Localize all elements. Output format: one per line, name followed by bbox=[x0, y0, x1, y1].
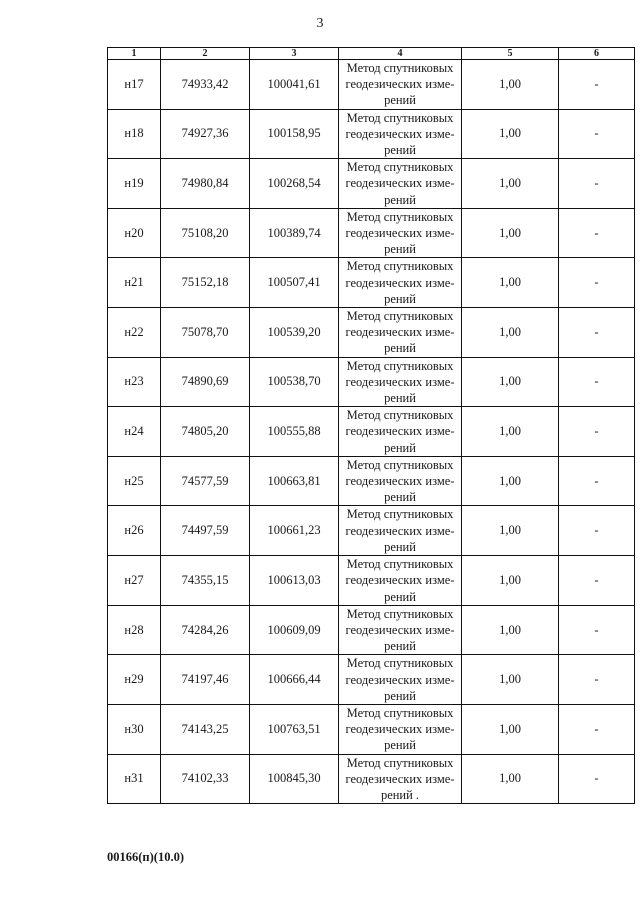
accuracy-cell: 1,00 bbox=[462, 605, 559, 655]
method-line: Метод спутниковых bbox=[346, 606, 454, 621]
accuracy-cell: 1,00 bbox=[462, 754, 559, 804]
method-line: Метод спутниковых bbox=[346, 209, 454, 224]
x-coordinate-cell: 74933,42 bbox=[161, 60, 250, 110]
point-name-cell: н22 bbox=[108, 308, 161, 358]
note-cell: - bbox=[559, 655, 635, 705]
accuracy-cell: 1,00 bbox=[462, 308, 559, 358]
table-row bbox=[108, 109, 635, 159]
y-coordinate-cell: 100268,54 bbox=[250, 159, 339, 209]
y-coordinate-cell: 100539,20 bbox=[250, 308, 339, 358]
method-line: геодезических изме- bbox=[345, 126, 455, 141]
accuracy-cell: 1,00 bbox=[462, 704, 559, 754]
method-cell bbox=[339, 605, 462, 655]
table-row bbox=[108, 456, 635, 506]
point-name-cell: н24 bbox=[108, 407, 161, 457]
method-line: Метод спутниковых bbox=[346, 259, 454, 274]
y-coordinate-cell: 100663,81 bbox=[250, 456, 339, 506]
point-name-cell: н26 bbox=[108, 506, 161, 556]
point-name-cell: н23 bbox=[108, 357, 161, 407]
point-name-cell: н31 bbox=[108, 754, 161, 804]
note-cell: - bbox=[559, 407, 635, 457]
accuracy-cell: 1,00 bbox=[462, 407, 559, 457]
method-line: рений bbox=[384, 589, 416, 604]
method-cell bbox=[339, 754, 462, 804]
table-row bbox=[108, 704, 635, 754]
col-header-3: 3 bbox=[250, 48, 339, 60]
method-cell bbox=[339, 60, 462, 110]
x-coordinate-cell: 75078,70 bbox=[161, 308, 250, 358]
method-line: рений bbox=[384, 341, 416, 356]
x-coordinate-cell: 74497,59 bbox=[161, 506, 250, 556]
accuracy-cell: 1,00 bbox=[462, 159, 559, 209]
note-cell: - bbox=[559, 456, 635, 506]
x-coordinate-cell: 74197,46 bbox=[161, 655, 250, 705]
y-coordinate-cell: 100041,61 bbox=[250, 60, 339, 110]
table-row bbox=[108, 605, 635, 655]
note-cell: - bbox=[559, 159, 635, 209]
x-coordinate-cell: 75152,18 bbox=[161, 258, 250, 308]
coordinates-table bbox=[107, 47, 635, 804]
accuracy-cell: 1,00 bbox=[462, 655, 559, 705]
method-line: Метод спутниковых bbox=[346, 110, 454, 125]
method-line: Метод спутниковых bbox=[346, 457, 454, 472]
note-cell: - bbox=[559, 258, 635, 308]
method-line: рений bbox=[384, 639, 416, 654]
x-coordinate-cell: 74980,84 bbox=[161, 159, 250, 209]
accuracy-cell: 1,00 bbox=[462, 456, 559, 506]
x-coordinate-cell: 74355,15 bbox=[161, 556, 250, 606]
col-header-6: 6 bbox=[559, 48, 635, 60]
y-coordinate-cell: 100158,95 bbox=[250, 109, 339, 159]
method-line: Метод спутниковых bbox=[346, 61, 454, 75]
method-line: геодезических изме- bbox=[345, 374, 455, 389]
point-name-cell: н27 bbox=[108, 556, 161, 606]
method-line: рений bbox=[384, 291, 416, 306]
col-header-1: 1 bbox=[108, 48, 161, 60]
method-line: Метод спутниковых bbox=[346, 755, 454, 770]
method-cell bbox=[339, 208, 462, 258]
method-line: рений bbox=[384, 738, 416, 753]
y-coordinate-cell: 100661,23 bbox=[250, 506, 339, 556]
method-cell bbox=[339, 655, 462, 705]
point-name-cell: н28 bbox=[108, 605, 161, 655]
accuracy-cell: 1,00 bbox=[462, 109, 559, 159]
x-coordinate-cell: 74102,33 bbox=[161, 754, 250, 804]
point-name-cell: н20 bbox=[108, 208, 161, 258]
method-line: геодезических изме- bbox=[345, 176, 455, 191]
method-line: рений bbox=[384, 242, 416, 257]
method-cell bbox=[339, 258, 462, 308]
y-coordinate-cell: 100666,44 bbox=[250, 655, 339, 705]
table-row bbox=[108, 655, 635, 705]
x-coordinate-cell: 74890,69 bbox=[161, 357, 250, 407]
table-row bbox=[108, 754, 635, 804]
note-cell: - bbox=[559, 605, 635, 655]
note-cell: - bbox=[559, 109, 635, 159]
method-line: рений bbox=[384, 391, 416, 406]
method-cell bbox=[339, 704, 462, 754]
method-line: Метод спутниковых bbox=[346, 705, 454, 720]
accuracy-cell: 1,00 bbox=[462, 208, 559, 258]
col-header-4: 4 bbox=[339, 48, 462, 60]
method-line: геодезических изме- bbox=[345, 275, 455, 290]
table-row bbox=[108, 208, 635, 258]
table-row bbox=[108, 357, 635, 407]
method-cell bbox=[339, 407, 462, 457]
point-name-cell: н21 bbox=[108, 258, 161, 308]
method-line: Метод спутниковых bbox=[346, 557, 454, 572]
page-number: 3 bbox=[316, 16, 324, 31]
method-line: Метод спутниковых bbox=[346, 309, 454, 324]
y-coordinate-cell: 100538,70 bbox=[250, 357, 339, 407]
col-header-5: 5 bbox=[462, 48, 559, 60]
note-cell: - bbox=[559, 208, 635, 258]
table-row bbox=[108, 308, 635, 358]
y-coordinate-cell: 100555,88 bbox=[250, 407, 339, 457]
method-line: Метод спутниковых bbox=[346, 160, 454, 175]
y-coordinate-cell: 100613,03 bbox=[250, 556, 339, 606]
method-line: геодезических изме- bbox=[345, 722, 455, 737]
table-row bbox=[108, 60, 635, 110]
note-cell: - bbox=[559, 704, 635, 754]
method-cell bbox=[339, 109, 462, 159]
y-coordinate-cell: 100609,09 bbox=[250, 605, 339, 655]
method-line: геодезических изме- bbox=[345, 523, 455, 538]
method-line: геодезических изме- bbox=[345, 77, 455, 92]
accuracy-cell: 1,00 bbox=[462, 506, 559, 556]
method-line: рений . bbox=[380, 787, 420, 802]
note-cell: - bbox=[559, 506, 635, 556]
method-line: рений bbox=[384, 539, 416, 554]
table-row bbox=[108, 159, 635, 209]
method-cell bbox=[339, 506, 462, 556]
table-header-row bbox=[108, 48, 635, 60]
note-cell: - bbox=[559, 308, 635, 358]
x-coordinate-cell: 74143,25 bbox=[161, 704, 250, 754]
method-line: рений bbox=[384, 440, 416, 455]
note-cell: - bbox=[559, 357, 635, 407]
method-line: геодезических изме- bbox=[345, 474, 455, 489]
method-cell bbox=[339, 456, 462, 506]
note-cell: - bbox=[559, 60, 635, 110]
method-line: геодезических изме- bbox=[345, 424, 455, 439]
x-coordinate-cell: 74577,59 bbox=[161, 456, 250, 506]
y-coordinate-cell: 100845,30 bbox=[250, 754, 339, 804]
method-line: рений bbox=[384, 688, 416, 703]
point-name-cell: н17 bbox=[108, 60, 161, 110]
method-line: рений bbox=[384, 93, 416, 108]
method-line: геодезических изме- bbox=[345, 771, 455, 786]
y-coordinate-cell: 100507,41 bbox=[250, 258, 339, 308]
method-line: Метод спутниковых bbox=[346, 408, 454, 423]
method-line: рений bbox=[384, 192, 416, 207]
method-line: геодезических изме- bbox=[345, 573, 455, 588]
accuracy-cell: 1,00 bbox=[462, 258, 559, 308]
document-code: 00166(п)(10.0) bbox=[107, 850, 184, 864]
note-cell: - bbox=[559, 754, 635, 804]
method-cell bbox=[339, 357, 462, 407]
point-name-cell: н29 bbox=[108, 655, 161, 705]
y-coordinate-cell: 100763,51 bbox=[250, 704, 339, 754]
table-row bbox=[108, 258, 635, 308]
accuracy-cell: 1,00 bbox=[462, 357, 559, 407]
x-coordinate-cell: 74284,26 bbox=[161, 605, 250, 655]
method-line: геодезических изме- bbox=[345, 325, 455, 340]
accuracy-cell: 1,00 bbox=[462, 556, 559, 606]
method-cell bbox=[339, 556, 462, 606]
point-name-cell: н25 bbox=[108, 456, 161, 506]
col-header-2: 2 bbox=[161, 48, 250, 60]
method-line: рений bbox=[384, 143, 416, 158]
table-row bbox=[108, 506, 635, 556]
method-cell bbox=[339, 159, 462, 209]
point-name-cell: н18 bbox=[108, 109, 161, 159]
x-coordinate-cell: 74805,20 bbox=[161, 407, 250, 457]
method-cell bbox=[339, 308, 462, 358]
y-coordinate-cell: 100389,74 bbox=[250, 208, 339, 258]
accuracy-cell: 1,00 bbox=[462, 60, 559, 110]
note-cell: - bbox=[559, 556, 635, 606]
method-line: геодезических изме- bbox=[345, 672, 455, 687]
method-line: геодезических изме- bbox=[345, 622, 455, 637]
method-line: геодезических изме- bbox=[345, 226, 455, 241]
point-name-cell: н30 bbox=[108, 704, 161, 754]
x-coordinate-cell: 75108,20 bbox=[161, 208, 250, 258]
table-row bbox=[108, 407, 635, 457]
point-name-cell: н19 bbox=[108, 159, 161, 209]
x-coordinate-cell: 74927,36 bbox=[161, 109, 250, 159]
method-line: Метод спутниковых bbox=[346, 507, 454, 522]
table-row bbox=[108, 556, 635, 606]
method-line: Метод спутниковых bbox=[346, 358, 454, 373]
method-line: Метод спутниковых bbox=[346, 656, 454, 671]
method-line: рений bbox=[384, 490, 416, 505]
